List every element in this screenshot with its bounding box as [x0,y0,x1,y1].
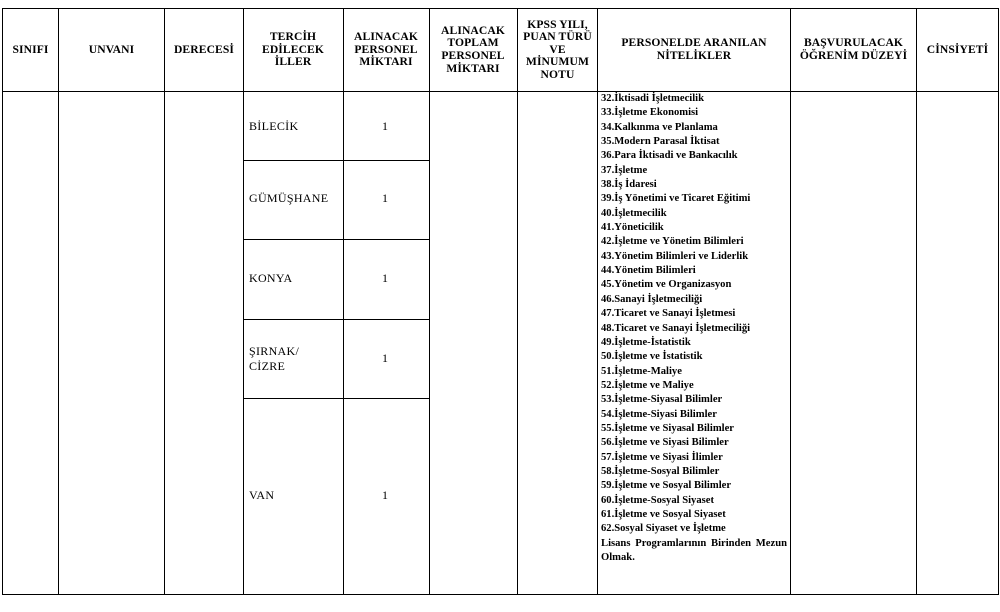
table-bottom-border [2,594,999,595]
column-border [243,8,244,595]
list-item: 49.İşletme-İstatistik [601,336,691,348]
list-item: 40.İşletmecilik [601,207,667,219]
list-item: 55.İşletme ve Siyasal Bilimler [601,422,734,434]
list-item: 54.İşletme-Siyasi Bilimler [601,408,717,420]
list-item: 39.İş Yönetimi ve Ticaret Eğitimi [601,193,751,205]
header-bottom-border [2,91,999,92]
city-name: GÜMÜŞHANE [249,191,329,205]
header-tercih-edilecek-iller: TERCİH EDİLECEK İLLER [261,30,324,69]
list-item: 59.İşletme ve Sosyal Bilimler [601,480,732,492]
column-border [916,8,917,595]
personnel-count: 1 [382,119,388,133]
list-item: 53.İşletme-Siyasal Bilimler [601,394,723,406]
list-item: 47.Ticaret ve Sanayi İşletmesi [601,308,736,320]
header-toplam-personel: ALINACAK TOPLAM PERSONEL MİKTARI [441,23,505,75]
column-border [998,8,999,595]
list-item: 42.İşletme ve Yönetim Bilimleri [601,236,744,248]
personnel-count: 1 [382,488,388,502]
list-item: 32.İktisadi İşletmecilik [601,93,704,104]
row-divider [243,160,429,161]
column-border [164,8,165,595]
list-item: 52.İşletme ve Maliye [601,379,694,391]
list-item: 44.Yönetim Bilimleri [601,265,696,277]
personnel-count: 1 [382,271,388,285]
list-item: 37.İşletme [601,164,648,176]
list-item: 33.İşletme Ekonomisi [601,107,699,119]
city-name: KONYA [249,271,293,285]
list-item: 50.İşletme ve İstatistik [601,351,703,363]
city-name: VAN [249,488,275,502]
list-item: 57.İşletme ve Siyasi İlimler [601,451,723,463]
column-border [597,8,598,595]
list-item: 38.İş İdaresi [601,179,657,191]
column-border [790,8,791,595]
row-divider [243,398,429,399]
list-item: 34.Kalkınma ve Planlama [601,121,718,133]
personnel-count: 1 [382,351,388,365]
header-sinifi: SINIFI [12,42,49,56]
personnel-count: 1 [382,191,388,205]
header-derecesi: DERECESİ [173,42,235,56]
list-item: 61.İşletme ve Sosyal Siyaset [601,508,726,520]
list-item: 62.Sosyal Siyaset ve İşletme [601,523,726,535]
list-item: 36.Para İktisadi ve Bankacılık [601,150,738,162]
header-nitelikler: PERSONELDE ARANILAN NİTELİKLER [621,36,767,62]
list-item: 60.İşletme-Sosyal Siyaset [601,494,714,506]
header-alinacak-personel: ALINACAK PERSONEL MİKTARI [354,30,418,69]
list-item: 58.İşletme-Sosyal Bilimler [601,465,720,477]
closing-text: Lisans Programlarının Birinden Mezun Olmak. [601,537,787,563]
header-cinsiyeti: CİNSİYETİ [926,42,989,56]
list-item: 46.Sanayi İşletmeciliği [601,293,703,305]
city-name: ŞIRNAK/ CİZRE [249,344,300,373]
city-name: BİLECİK [249,119,299,133]
qualifications-list [601,92,787,565]
row-divider [243,319,429,320]
header-ogrenim-duzeyi: BAŞVURULACAK ÖĞRENİM DÜZEYİ [799,36,908,62]
list-item: 56.İşletme ve Siyasi Bilimler [601,437,729,449]
list-item: 41.Yöneticilik [601,222,664,234]
column-border [2,8,3,595]
list-item: 48.Ticaret ve Sanayi İşletmeciliği [601,322,751,334]
column-border [517,8,518,595]
list-item: 45.Yönetim ve Organizasyon [601,279,732,291]
row-divider [243,239,429,240]
column-border [58,8,59,595]
column-border [429,8,430,595]
list-item: 51.İşletme-Maliye [601,365,682,377]
header-unvani: UNVANI [88,42,135,56]
list-item: 35.Modern Parasal İktisat [601,136,720,148]
list-item: 43.Yönetim Bilimleri ve Liderlik [601,250,749,262]
header-kpss: KPSS YILI, PUAN TÜRÜ VE MİNUMUM NOTU [523,17,592,81]
column-border [343,8,344,595]
